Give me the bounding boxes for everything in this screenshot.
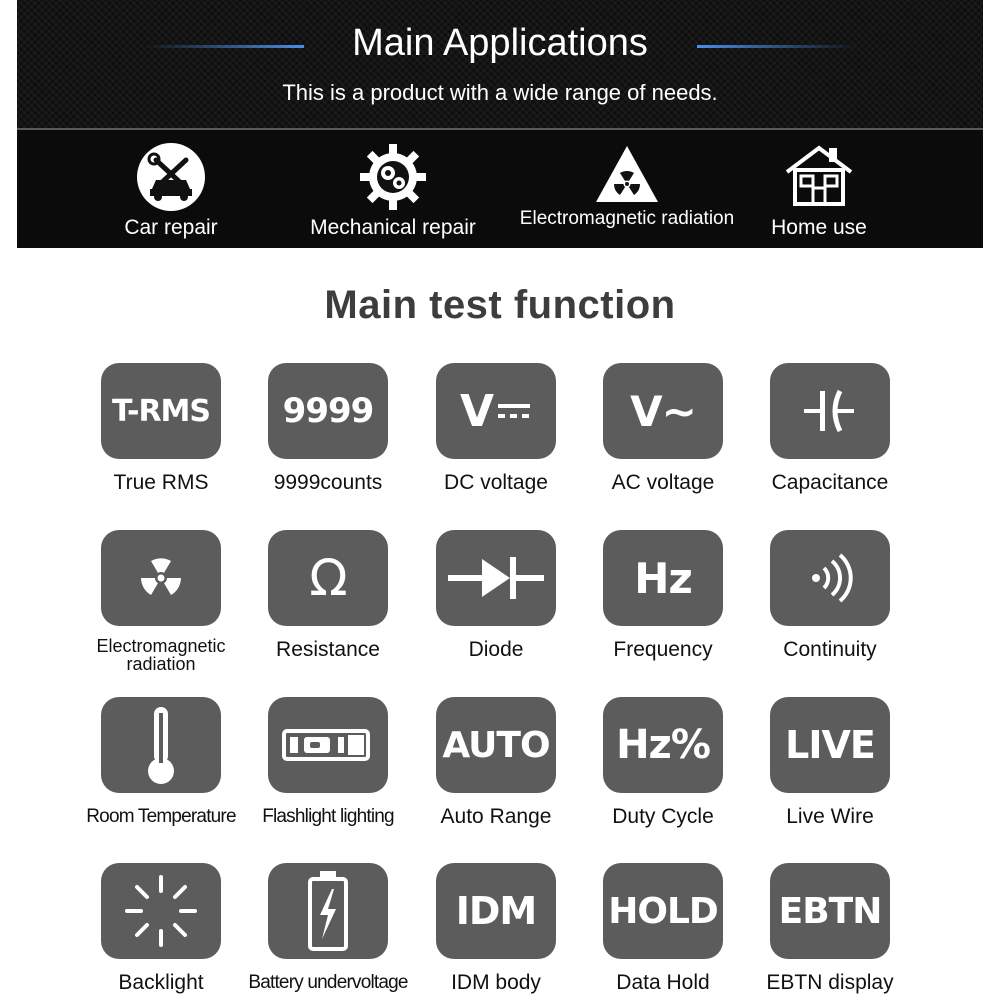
application-label: Electromagnetic radiation xyxy=(519,208,735,229)
function-resistance xyxy=(246,530,410,670)
function-label: DC voltage xyxy=(444,471,548,494)
function-label: Duty Cycle xyxy=(612,805,714,828)
true-rms-icon: T-RMS xyxy=(101,363,221,459)
auto-range-icon: AUTO xyxy=(436,697,556,793)
dc-voltage-icon: V xyxy=(436,363,556,459)
hold-icon: HOLD xyxy=(603,863,723,959)
banner-subtitle: This is a product with a wide range of needs. xyxy=(282,80,718,105)
battery-icon xyxy=(268,863,388,959)
thermometer-icon xyxy=(101,697,221,793)
hertz-icon: Hz xyxy=(603,530,723,626)
function-label: Flashlight lighting xyxy=(262,806,394,827)
function-data-hold xyxy=(581,863,745,1003)
function-label: True RMS xyxy=(113,471,209,494)
function-label: Live Wire xyxy=(786,805,874,828)
applications-banner xyxy=(17,0,983,248)
application-electromagnetic-radiation xyxy=(517,130,737,248)
counts-icon: 9999 xyxy=(268,363,388,459)
application-mechanical-repair xyxy=(283,130,503,248)
function-backlight xyxy=(79,863,243,1003)
function-label: Resistance xyxy=(276,638,380,661)
car-repair-icon xyxy=(61,142,281,212)
function-label: IDM body xyxy=(451,971,541,994)
function-9999counts xyxy=(246,363,410,503)
radiation-warning-icon xyxy=(517,142,737,212)
function-continuity xyxy=(748,530,912,670)
function-label: Data Hold xyxy=(616,971,710,994)
house-icon xyxy=(709,142,929,212)
function-ac-voltage xyxy=(581,363,745,503)
function-label: Frequency xyxy=(613,638,713,661)
idm-icon: IDM xyxy=(436,863,556,959)
banner-title: Main Applications xyxy=(352,22,648,64)
function-room-temperature xyxy=(79,697,243,837)
function-electromagnetic-radiation xyxy=(79,530,243,674)
function-label: Auto Range xyxy=(440,805,552,828)
function-idm-body xyxy=(414,863,578,1003)
function-label: EBTN display xyxy=(766,971,894,994)
ohm-icon: Ω xyxy=(268,530,388,626)
function-auto-range xyxy=(414,697,578,837)
function-dc-voltage xyxy=(414,363,578,503)
function-duty-cycle xyxy=(581,697,745,837)
function-ebtn-display xyxy=(748,863,912,1003)
function-label: Battery undervoltage xyxy=(248,972,408,993)
function-capacitance xyxy=(748,363,912,503)
application-label: Home use xyxy=(771,216,867,239)
function-live-wire xyxy=(748,697,912,837)
function-label: Diode xyxy=(468,638,524,661)
function-frequency xyxy=(581,530,745,670)
application-label: Car repair xyxy=(124,216,218,239)
function-label: Continuity xyxy=(783,638,877,661)
application-car-repair xyxy=(61,130,281,248)
sound-waves-icon xyxy=(770,530,890,626)
function-label: Room Temperature xyxy=(86,806,236,827)
function-label: Backlight xyxy=(118,971,204,994)
function-battery-undervoltage xyxy=(246,863,410,1003)
capacitor-icon xyxy=(770,363,890,459)
function-label: Capacitance xyxy=(771,471,889,494)
gear-icon xyxy=(283,142,503,212)
backlight-icon xyxy=(101,863,221,959)
function-label: AC voltage xyxy=(611,471,715,494)
ac-voltage-icon: V~ xyxy=(603,363,723,459)
flashlight-icon xyxy=(268,697,388,793)
live-wire-icon: LIVE xyxy=(770,697,890,793)
function-true-rms xyxy=(79,363,243,503)
function-flashlight-lighting xyxy=(246,697,410,837)
function-label: 9999counts xyxy=(273,471,383,494)
duty-cycle-icon: Hz% xyxy=(603,697,723,793)
ebtn-icon: EBTN xyxy=(770,863,890,959)
application-home-use xyxy=(709,130,929,248)
section-title: Main test function xyxy=(324,283,676,327)
diode-icon xyxy=(436,530,556,626)
function-label: Electromagnetic radiation xyxy=(96,636,226,674)
function-diode xyxy=(414,530,578,670)
radiation-icon xyxy=(101,530,221,626)
application-label: Mechanical repair xyxy=(310,216,476,239)
